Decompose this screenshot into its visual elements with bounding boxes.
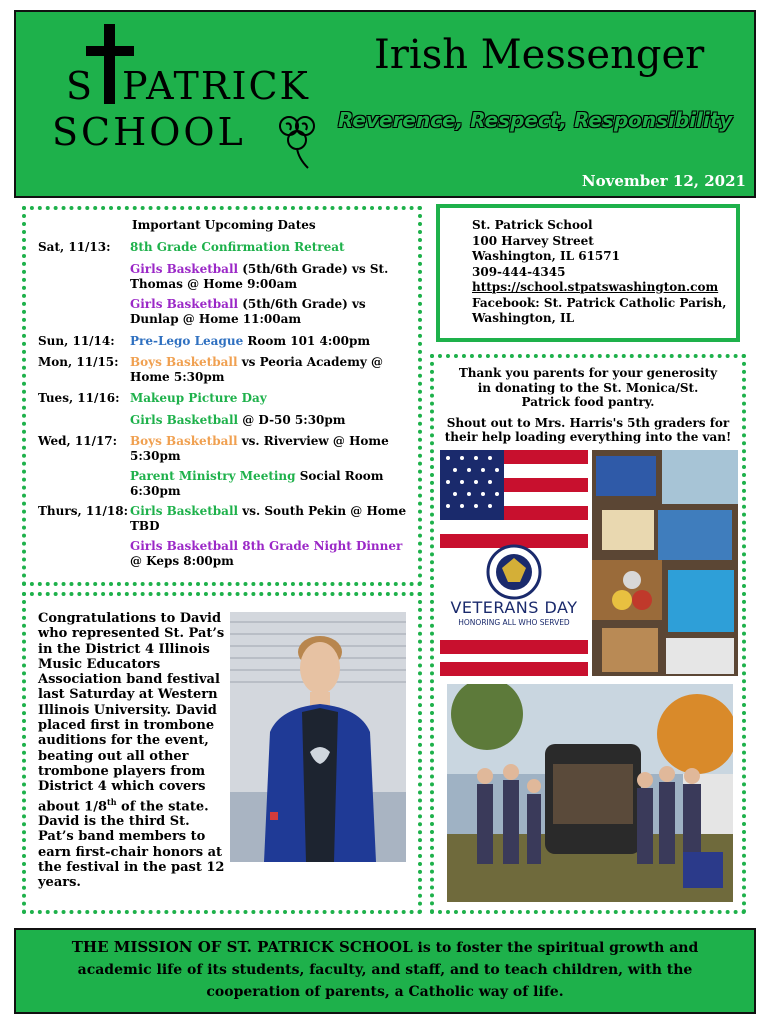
logo-line-1: S PATRICK: [66, 64, 310, 108]
upcoming-dates-heading: Important Upcoming Dates: [132, 218, 316, 232]
shout-out-text: Shout out to Mrs. Harris's 5th graders for their help loading everything into the van!: [444, 415, 732, 444]
veterans-day-image: [440, 450, 588, 676]
event-item: Parent Ministry Meeting Social Room 6:30pm: [130, 469, 384, 498]
food-pantry-thanks: [442, 366, 734, 445]
issue-date: November 12, 2021: [581, 172, 746, 190]
mission-statement: THE MISSION OF ST. PATRICK SCHOOL is to foster the spiritual growth and academic life of its students, faculty, and staff, and to teach children, with the cooperation of parents, a Catholic way of life.: [71, 938, 699, 1000]
student-photo: [230, 612, 406, 862]
veterans-day-subtitle: HONORING ALL WHO SERVED: [458, 618, 570, 627]
event-item: Girls Basketball (5th/6th Grade) vs Dunlap @ Home 11:00am: [130, 297, 366, 326]
event-item: Girls Basketball (5th/6th Grade) vs St. Thomas @ Home 9:00am: [130, 262, 389, 291]
masthead: [14, 10, 756, 198]
food-donations-photo: [592, 450, 738, 676]
logo-line-2: SCHOOL: [52, 110, 246, 154]
cross-icon-bar: [86, 46, 134, 56]
event-day: Sat, 11/13:: [38, 240, 111, 254]
city-state-zip: Washington, IL 61571: [472, 249, 620, 263]
veterans-day-title: VETERANS DAY: [450, 598, 578, 617]
event-item: Girls Basketball 8th Grade Night Dinner @ Keps 8:00pm: [130, 539, 403, 568]
school-logo: [52, 24, 322, 164]
school-motto: Reverence, Respect, Responsibility: [338, 108, 733, 132]
school-name: St. Patrick School: [472, 218, 593, 232]
contact-info: [472, 218, 732, 327]
website-link[interactable]: https://school.stpatswashington.com: [472, 280, 719, 294]
event-item: 8th Grade Confirmation Retreat: [130, 240, 345, 254]
event-item: Pre-Lego League Room 101 4:00pm: [130, 334, 371, 348]
band-festival-congrats: Congratulations to David who represented St. Pat’s in the District 4 Illinois Music Educators Association band festival last Saturday at Western Illinois University. David placed first in trombone auditions for the event, beating out all other trombone players from District 4 which covers about 1/8th of the state. David is the third St. Pat’s band members to earn first-chair honors at the festival in the past 12 years.: [38, 611, 225, 891]
newsletter-title: Irish Messenger: [374, 32, 705, 78]
event-item: Boys Basketball vs. Riverview @ Home 5:30pm: [130, 434, 389, 463]
event-item: Girls Basketball @ D-50 5:30pm: [130, 413, 346, 427]
event-day: Wed, 11/17:: [38, 434, 118, 448]
event-day: Mon, 11/15:: [38, 355, 119, 369]
street-address: 100 Harvey Street: [472, 233, 594, 248]
event-item: Girls Basketball vs. South Pekin @ Home TBD: [130, 504, 407, 533]
food-donations-graphic: [592, 450, 738, 676]
american-flag-graphic: [440, 450, 588, 676]
phone-number: 309-444-4345: [472, 264, 566, 279]
shamrock-icon: [274, 110, 320, 170]
event-day: Tues, 11/16:: [38, 391, 120, 405]
event-day: Thurs, 11/18:: [38, 504, 129, 518]
group-photo-graphic: [447, 684, 733, 902]
event-item: Makeup Picture Day: [130, 391, 267, 405]
thanks-parents-text: Thank you parents for your generosity in donating to the St. Monica/St. Patrick food pantry.: [458, 366, 718, 409]
student-portrait-graphic: [230, 612, 406, 862]
facebook-info: Facebook: St. Patrick Catholic Parish, Washington, IL: [472, 295, 727, 325]
event-item: Boys Basketball vs Peoria Academy @ Home 5:30pm: [130, 355, 384, 384]
students-loading-van-photo: [447, 684, 733, 902]
event-day: Sun, 11/14:: [38, 334, 115, 348]
